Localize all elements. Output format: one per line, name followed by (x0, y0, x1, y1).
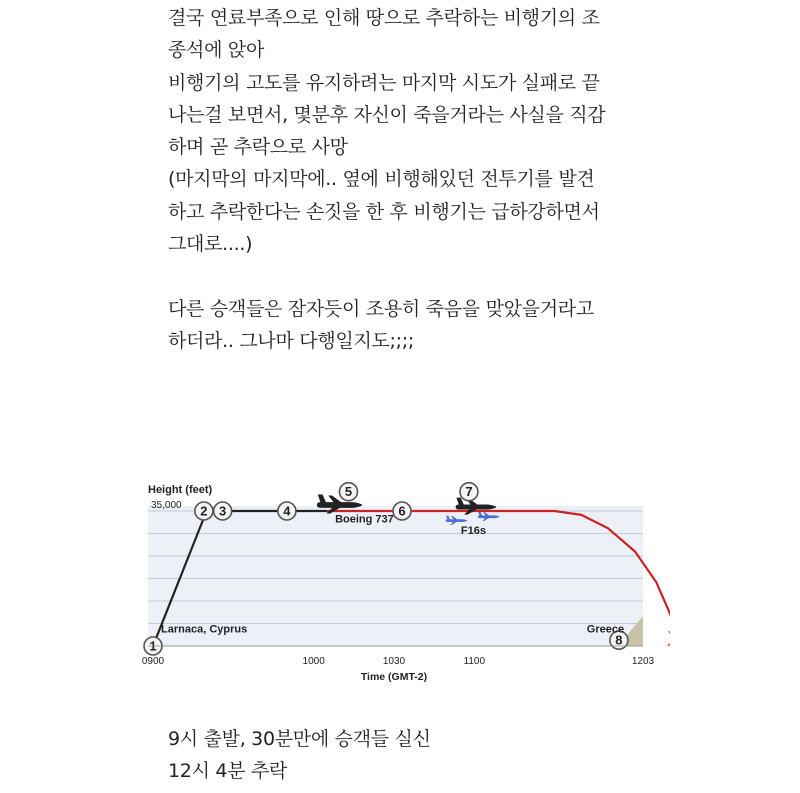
chart-annotation: Larnaca, Cyprus (161, 623, 248, 636)
y-tick-label: 35,000 (151, 500, 182, 511)
x-tick-label: 1030 (382, 656, 406, 667)
post-line: 종석에 앉아 (168, 39, 265, 62)
x-axis-label: Time (GMT-2) (360, 671, 428, 683)
post-line: 결국 연료부족으로 인해 땅으로 추락하는 비행기의 조 (168, 7, 600, 29)
post-body (168, 2, 638, 357)
post-footer (168, 723, 431, 787)
post-line: 다른 승객들은 잠자듯이 조용히 죽음을 맞았을거라고 (168, 297, 594, 320)
post-line: 나는걸 보면서, 몇분후 자신이 죽을거라는 사실을 직감 (168, 103, 606, 126)
step-marker-7: 7 (465, 484, 473, 500)
chart-svg (140, 476, 670, 686)
post-line: 하며 곧 추락으로 사망 (168, 136, 348, 159)
chart-annotation: Boeing 737 (335, 513, 394, 526)
y-axis-label: Height (feet) (148, 484, 213, 496)
x-tick-label: 1100 (463, 656, 486, 667)
x-tick-label: 0900 (141, 656, 165, 667)
step-marker-6: 6 (398, 503, 406, 519)
footer-line: 12시 4분 추락 (168, 760, 288, 782)
chart-annotation: F16s (460, 525, 487, 538)
post-blank-line (168, 260, 638, 292)
flight-altitude-chart (140, 476, 670, 686)
step-marker-5: 5 (344, 484, 353, 500)
post-line: (마지막의 마지막에.. 옆에 비행해있던 전투기를 발견 (168, 168, 595, 191)
jet-tail (318, 495, 327, 504)
step-marker-2: 2 (200, 503, 208, 519)
post-line: 비행기의 고도를 유지하려는 마지막 시도가 실패로 끝 (168, 71, 600, 94)
crash-icon (668, 628, 670, 652)
step-marker-1: 1 (149, 638, 157, 654)
post-line: 하고 추락한다는 손짓을 한 후 비행기는 급하강하면서 (168, 200, 600, 223)
x-tick-label: 1000 (302, 656, 325, 667)
step-marker-4: 4 (283, 503, 291, 519)
chart-annotation: Greece (586, 623, 625, 636)
step-marker-3: 3 (219, 503, 227, 519)
footer-line: 9시 출발, 30분만에 승객들 실신 (168, 728, 431, 750)
post-line: 그대로....) (168, 233, 253, 256)
x-tick-label: 1203 (631, 656, 655, 667)
step-marker-8: 8 (615, 632, 623, 648)
post-line: 하더라.. 그나마 다행일지도;;;; (168, 329, 414, 352)
